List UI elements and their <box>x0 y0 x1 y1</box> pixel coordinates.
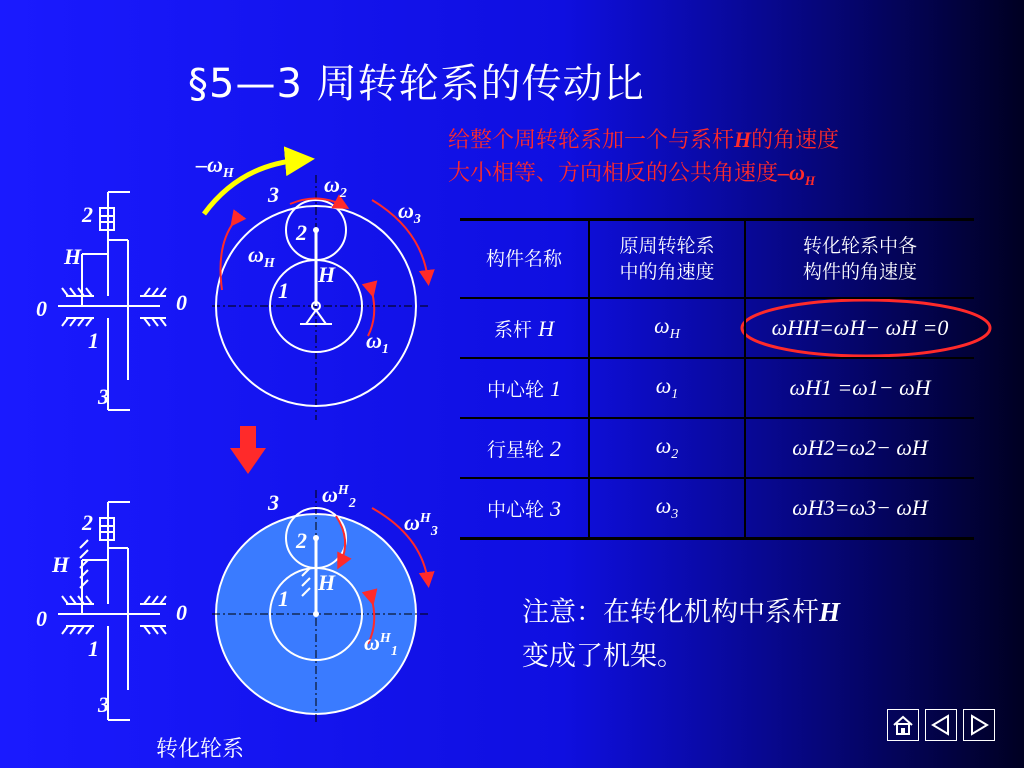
prev-icon <box>928 712 954 738</box>
cell-converted: ωH3=ω3− ωH <box>745 478 974 539</box>
omega3-label: $\omega_3$ <box>398 198 421 227</box>
cell-original: $\omega_1$ <box>589 358 745 418</box>
top-sketch-label-1: 1 <box>88 328 99 353</box>
attention-line1: 注意：在转化机构中系杆 <box>522 597 819 628</box>
bottom-side-sketch <box>58 502 166 720</box>
down-arrow-icon <box>230 426 266 474</box>
bottom-gear-label-2: 2 <box>296 528 307 553</box>
header-original-speed: 原周转轮系 中的角速度 <box>589 220 745 299</box>
cell-member: 中心轮 1 <box>460 358 589 418</box>
note-line2-pre: 大小相等、方向相反的公共角速度 <box>448 161 779 186</box>
cell-converted: ωH2=ω2− ωH <box>745 418 974 478</box>
bottom-gear-label-1: 1 <box>278 586 289 611</box>
attention-symbol: H <box>819 597 841 627</box>
header-member-name: 构件名称 <box>460 220 589 299</box>
top-gear-label-3: 3 <box>268 182 279 207</box>
top-sketch-label-0-left: 0 <box>36 296 47 321</box>
bottom-gear-view <box>212 490 430 725</box>
omegaH3-label: $\omega^H_3$ <box>404 510 438 539</box>
attention-line2: 变成了机架。 <box>522 641 684 672</box>
note-line2-symbol: –ω <box>778 160 805 185</box>
top-gear-label-1: 1 <box>278 278 289 303</box>
omegaH2-label: $\omega^H_2$ <box>322 482 356 511</box>
cell-member: 系杆 H <box>460 298 589 358</box>
cell-original: $\omega_2$ <box>589 418 745 478</box>
table-row <box>460 418 974 478</box>
cell-converted: ωH1 =ω1− ωH <box>745 358 974 418</box>
bottom-gear-label-3: 3 <box>268 490 279 515</box>
next-icon <box>966 712 992 738</box>
top-gear-view <box>204 160 430 420</box>
bottom-sketch-label-H: H <box>52 552 70 577</box>
header-converted-speed: 转化轮系中各 构件的角速度 <box>745 220 974 299</box>
top-sketch-label-0-right: 0 <box>176 290 187 315</box>
page-title: §5—3 周转轮系的传动比 <box>188 61 645 107</box>
note-line1-symbol: H <box>734 127 752 152</box>
omega1-label: $\omega_1$ <box>366 328 389 357</box>
cell-member: 中心轮 3 <box>460 478 589 539</box>
home-button[interactable] <box>887 709 919 741</box>
omegaH-label: $\omega_H$ <box>248 242 275 271</box>
top-gear-label-2: 2 <box>296 220 307 245</box>
top-sketch-label-3: 3 <box>98 384 109 409</box>
bottom-sketch-label-2: 2 <box>82 510 93 535</box>
cell-converted: ωHH=ωH− ωH =0 <box>745 298 974 358</box>
top-side-sketch <box>58 192 166 410</box>
top-sketch-label-2: 2 <box>82 202 93 227</box>
bottom-gear-label-H: H <box>318 570 336 595</box>
table-row <box>460 298 974 358</box>
table-header-row <box>460 220 974 299</box>
note-line1-pre: 给整个周转轮系加一个与系杆 <box>448 128 735 153</box>
angular-speed-table <box>460 218 974 540</box>
attention-note <box>522 590 942 679</box>
converted-train-caption: 转化轮系 <box>156 737 245 762</box>
home-icon <box>890 712 916 738</box>
cell-original: $\omega_3$ <box>589 478 745 539</box>
omega2-label: $\omega_2$ <box>324 172 347 201</box>
cell-member: 行星轮 2 <box>460 418 589 478</box>
previous-slide-button[interactable] <box>925 709 957 741</box>
bottom-sketch-label-3: 3 <box>98 692 109 717</box>
cell-original: $\omega_H$ <box>589 298 745 358</box>
note-line2-sub: H <box>804 173 816 189</box>
next-slide-button[interactable] <box>963 709 995 741</box>
top-sketch-label-H: H <box>64 244 82 269</box>
table-row <box>460 358 974 418</box>
neg-omega-h-label: $-\omega_H$ <box>196 152 234 181</box>
bottom-sketch-label-0-left: 0 <box>36 606 47 631</box>
bottom-sketch-label-1: 1 <box>88 636 99 661</box>
bottom-sketch-label-0-right: 0 <box>176 600 187 625</box>
note-line1-post: 的角速度 <box>751 128 840 153</box>
top-gear-label-H: H <box>318 262 336 287</box>
omegaH1-label: $\omega^H_1$ <box>364 630 398 659</box>
table-row <box>460 478 974 539</box>
